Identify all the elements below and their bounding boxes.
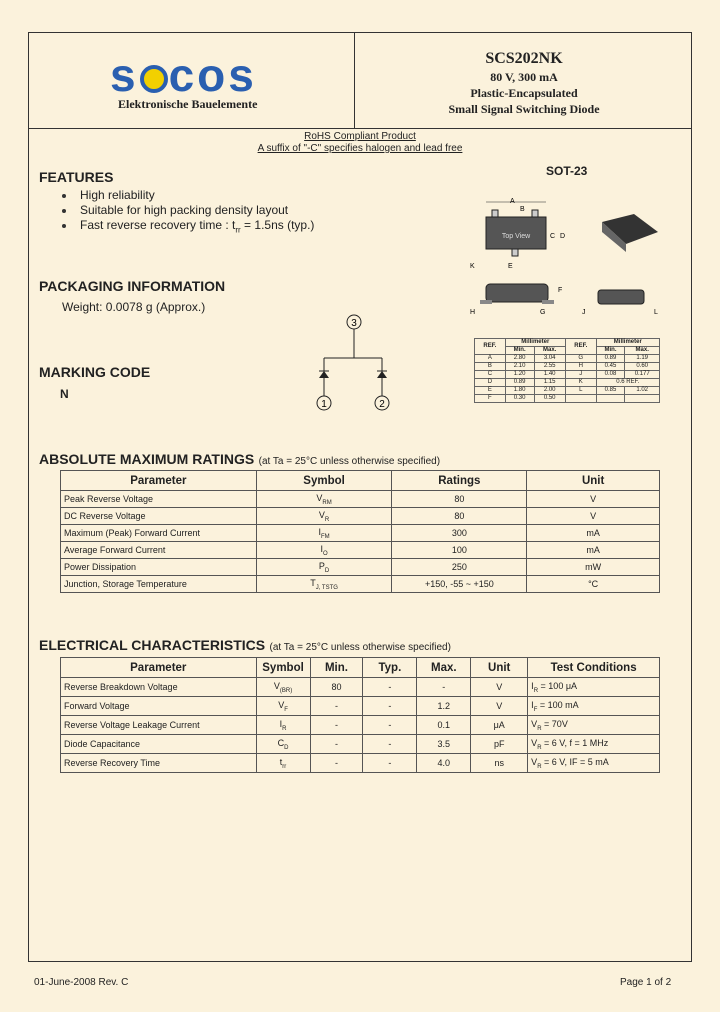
elec-note: (at Ta = 25°C unless otherwise specified) bbox=[269, 642, 451, 653]
package-outline-drawing bbox=[462, 192, 672, 322]
table-row: Power Dissipation $P_D$ 250 mW bbox=[61, 559, 660, 576]
dim-K-label: K bbox=[470, 263, 475, 270]
table-row: D 0.89 1.15 K 0.6 REF. bbox=[475, 379, 660, 387]
device-type: Small Signal Switching Diode bbox=[448, 102, 600, 116]
rating-line: 80 V, 300 mA bbox=[490, 70, 558, 84]
table-row: Junction, Storage Temperature $T_{J, TSTG}$ +150, -55 ~ +150 °C bbox=[61, 576, 660, 593]
dim-ref-header: REF. bbox=[475, 339, 506, 355]
elec-title: ELECTRICAL CHARACTERISTICS bbox=[39, 637, 266, 653]
abs-max-table: Parameter Symbol Ratings Unit Peak Reverse Voltage $V_{RM}$ 80 V DC Reverse Voltage $V_R$ 80 V Maximum (Peak) Forward Current $I_{FM}$ 300 mA Average Forward Current $I_O$ 100 mA Power Dissipation $P_D$ 250 mW Junction, Storage Temperature $T_{J, TSTG}$ +150, -55 ~ +150 °C bbox=[60, 470, 660, 593]
rohs-line1: RoHS Compliant Product bbox=[304, 131, 416, 142]
table-row: Reverse Recovery Time $t_{rr}$ - - 4.0 ns $V_R = 6$ V, IF = 5 mA bbox=[61, 754, 660, 773]
table-row: Average Forward Current $I_O$ 100 mA bbox=[61, 542, 660, 559]
header-vertical-divider bbox=[354, 32, 355, 128]
marking-title: MARKING CODE bbox=[39, 364, 151, 380]
table-row: Reverse Breakdown Voltage $V_{(BR)}$ 80 - - V $I_R = 100$ μA bbox=[61, 678, 660, 697]
marking-code: N bbox=[60, 387, 69, 401]
abs-max-note: (at Ta = 25°C unless otherwise specified) bbox=[258, 456, 441, 467]
elec-table: Parameter Symbol Min. Typ. Max. Unit Test Conditions Reverse Breakdown Voltage $V_{(BR)}$ 80 - - V $I_R = 100$ μA Forward Voltage $V_F$ - - 1.2 V $I_F = 100$ mA Reverse Voltage Leakage Current $I_R$ - - 0.1 μA $V_R = 70V$ Diode Capacitance $C_D$ - - 3.5 pF $V_R = 6$ V, f = 1 MHz Reverse Recovery Time $t_{rr}$ - - 4.0 ns $V_R = 6$ V, IF = 5 mA bbox=[60, 657, 660, 773]
table-row: C 1.20 1.40 J 0.08 0.177 bbox=[475, 371, 660, 379]
features-title: FEATURES bbox=[39, 169, 114, 185]
footer-date: 01-June-2008 Rev. C bbox=[34, 977, 129, 988]
dim-mm-header: Millimeter bbox=[596, 339, 659, 347]
dim-B-label: B bbox=[520, 206, 525, 213]
table-row: B 2.10 2.55 H 0.45 0.60 bbox=[475, 363, 660, 371]
packaging-title: PACKAGING INFORMATION bbox=[39, 278, 226, 294]
logo-dot-icon bbox=[140, 65, 168, 93]
dim-L-label: L bbox=[654, 309, 658, 316]
dim-A-label: A bbox=[510, 198, 515, 205]
table-row: Peak Reverse Voltage $V_{RM}$ 80 V bbox=[61, 491, 660, 508]
abs-max-title: ABSOLUTE MAXIMUM RATINGS bbox=[39, 451, 255, 467]
top-view-label: Top View bbox=[501, 233, 531, 240]
part-number: SCS202NK bbox=[485, 50, 563, 67]
feature-item: Suitable for high packing density layout bbox=[62, 203, 288, 217]
pin-3-label: 3 bbox=[351, 318, 357, 329]
elec-heading bbox=[39, 637, 451, 655]
feature-item: High reliability bbox=[62, 188, 155, 202]
dimension-table: REF. Millimeter REF. Millimeter Min. Max. Min. Max. A 2.80 3.04 G 0.89 1.19 B 2.10 2.55 H 0.45 0.60 C 1.20 1.40 J 0.08 0.177 D 0.89 1.15 K 0.6 REF. E 1.80 2.00 L 0.85 1.02 F 0.30 0.50 bbox=[474, 338, 660, 403]
dim-mm-header: Millimeter bbox=[505, 339, 565, 347]
table-row: F 0.30 0.50 bbox=[475, 395, 660, 403]
elec-table-wrap bbox=[60, 657, 660, 773]
table-row: Diode Capacitance $C_D$ - - 3.5 pF $V_R = 6$ V, f = 1 MHz bbox=[61, 735, 660, 754]
pin-1-label: 1 bbox=[321, 399, 327, 410]
package-line: Plastic-Encapsulated bbox=[470, 86, 578, 100]
dim-J-label: J bbox=[582, 309, 586, 316]
abs-max-heading bbox=[39, 451, 440, 469]
table-row: Maximum (Peak) Forward Current $I_{FM}$ 300 mA bbox=[61, 525, 660, 542]
dimension-table-wrap bbox=[474, 338, 660, 403]
header-divider bbox=[28, 128, 692, 129]
rohs-line2: A suffix of "-C" specifies halogen and lead free bbox=[257, 143, 463, 154]
dim-E-label: E bbox=[508, 263, 513, 270]
table-row: E 1.80 2.00 L 0.85 1.02 bbox=[475, 387, 660, 395]
table-row: A 2.80 3.04 G 0.89 1.19 bbox=[475, 355, 660, 363]
abs-max-table-wrap bbox=[60, 470, 660, 593]
secos-logo: s cos bbox=[110, 49, 257, 101]
footer-page: Page 1 of 2 bbox=[620, 977, 672, 988]
table-row: DC Reverse Voltage $V_R$ 80 V bbox=[61, 508, 660, 525]
dim-D-label: D bbox=[560, 233, 566, 240]
packaging-weight: Weight: 0.0078 g (Approx.) bbox=[62, 300, 206, 314]
table-row: Reverse Voltage Leakage Current $I_R$ - - 0.1 μA $V_R = 70V$ bbox=[61, 716, 660, 735]
feature-item: Fast reverse recovery time : $t_{rr} = 1.5ns$ (typ.) bbox=[62, 218, 314, 234]
pin-2-label: 2 bbox=[379, 399, 385, 410]
dim-H-label: H bbox=[470, 309, 476, 316]
dim-F-label: F bbox=[558, 287, 563, 294]
table-row: Forward Voltage $V_F$ - - 1.2 V $I_F = 100$ mA bbox=[61, 697, 660, 716]
logo-subtitle: Elektronische Bauelemente bbox=[118, 97, 258, 111]
dim-G-label: G bbox=[540, 309, 546, 316]
pin-schematic bbox=[310, 312, 400, 414]
dim-ref-header: REF. bbox=[565, 339, 596, 355]
package-name: SOT-23 bbox=[546, 164, 588, 178]
dim-C-label: C bbox=[550, 233, 556, 240]
